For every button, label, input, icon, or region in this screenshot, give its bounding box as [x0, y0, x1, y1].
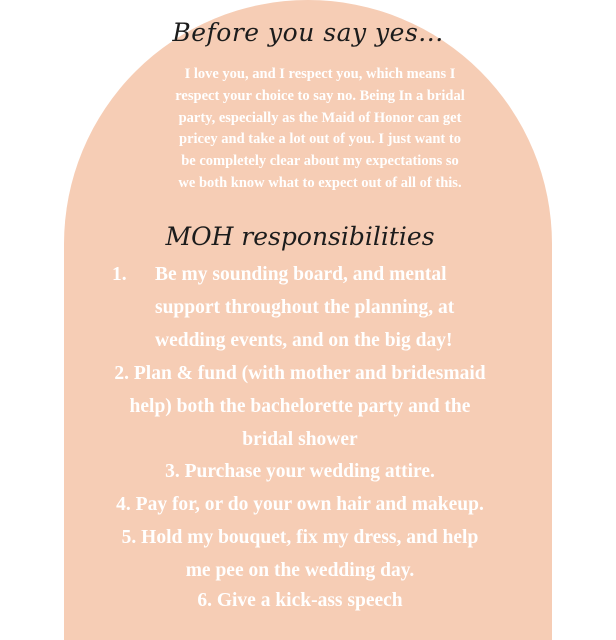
intro-line: pricey and take a lot out of you. I just want to	[179, 131, 461, 148]
list-item-number: 1.	[112, 264, 127, 285]
intro-line: we both know what to expect out of all of this.	[178, 174, 462, 191]
intro-paragraph	[110, 64, 530, 195]
list-item-line: 2. Plan & fund (with mother and bridesmaid	[114, 363, 486, 384]
list-item-line: support throughout the planning, at	[155, 297, 455, 318]
list-item-line: help) both the bachelorette party and the	[129, 396, 471, 417]
list-item-line: 4. Pay for, or do your own hair and makeup.	[116, 494, 484, 515]
list-item-line: 6. Give a kick-ass speech	[197, 590, 403, 611]
page-title: Before you say yes...	[172, 18, 444, 47]
intro-line: I love you, and I respect you, which means I	[184, 66, 456, 82]
list-item-line: 5. Hold my bouquet, fix my dress, and help	[121, 527, 479, 548]
list-item-line: Be my sounding board, and mental	[155, 264, 447, 285]
intro-line: party, especially as the Maid of Honor can get	[178, 109, 462, 126]
list-item-line: wedding events, and on the big day!	[155, 330, 453, 351]
list-item-line: 3. Purchase your wedding attire.	[165, 461, 435, 482]
list-item-line: me pee on the wedding day.	[185, 560, 415, 581]
list-item-line: bridal shower	[242, 429, 358, 450]
intro-line: be completely clear about my expectations so	[181, 153, 459, 170]
intro-line: respect your choice to say no. Being In a bridal	[175, 87, 465, 104]
section-heading: MOH responsibilities	[165, 222, 435, 251]
